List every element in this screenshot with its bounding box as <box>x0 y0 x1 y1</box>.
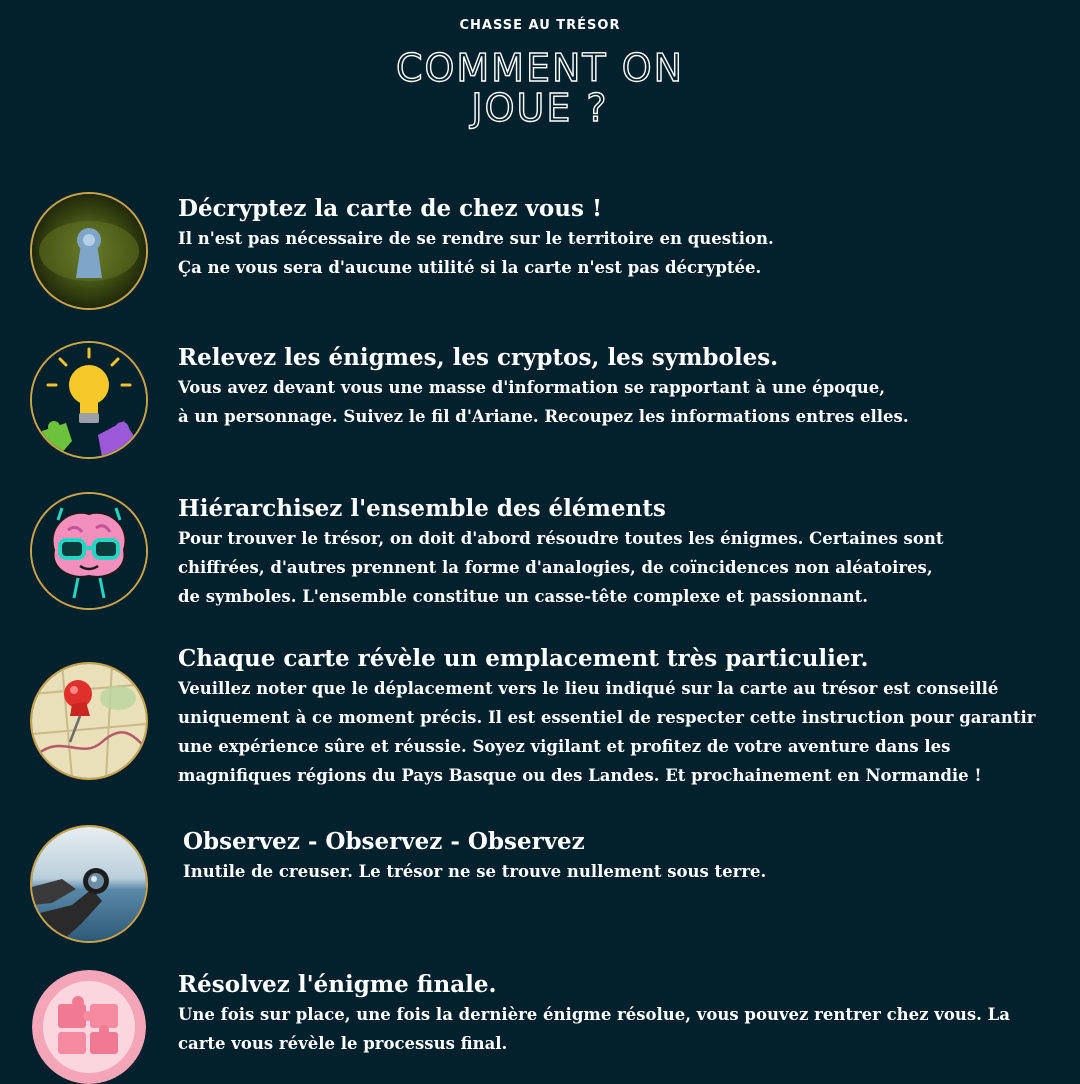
step-heading: Chaque carte révèle un emplacement très particulier. <box>178 645 869 672</box>
step-body: Veuillez noter que le déplacement vers le lieu indiqué sur la carte au trésor est conseillé uniquement à ce moment précis. Il est essentiel de respecter cette instruction pour garantir une expérience sûre et réussie. Soyez vigilant et profitez de votre aventure dans les magnifiques régions du Pays Basque ou des Landes. Et prochainement en Normandie ! <box>178 679 1036 785</box>
page-title <box>0 48 1080 128</box>
page-title-line-1: COMMENT ON <box>395 46 685 90</box>
brain-glasses-icon <box>32 494 146 608</box>
step-heading: Hiérarchisez l'ensemble des éléments <box>178 495 666 522</box>
step-body: Il n'est pas nécessaire de se rendre sur le territoire en question. Ça ne vous sera d'aucune utilité si la carte n'est pas décryptée. <box>178 229 774 277</box>
page-title-line-2: JOUE ? <box>471 86 609 130</box>
step-heading: Relevez les énigmes, les cryptos, les symboles. <box>178 344 779 371</box>
step-heading: Résolvez l'énigme finale. <box>178 971 497 998</box>
lightbulb-puzzle-icon <box>32 343 146 457</box>
puzzle-icon <box>32 970 146 1084</box>
kicker-label: CHASSE AU TRÉSOR <box>459 18 621 33</box>
step-body: Inutile de creuser. Le trésor ne se trouve nullement sous terre. <box>183 862 767 881</box>
step-heading: Observez - Observez - Observez <box>183 828 585 855</box>
step-heading: Décryptez la carte de chez vous ! <box>178 195 603 222</box>
keyhole-icon <box>32 194 146 308</box>
lens-icon <box>32 827 146 941</box>
step-body: Une fois sur place, une fois la dernière énigme résolue, vous pouvez rentrer chez vous. La carte vous révèle le processus final. <box>178 1005 1010 1053</box>
step-body: Pour trouver le trésor, on doit d'abord résoudre toutes les énigmes. Certaines sont chiffrées, d'autres prennent la forme d'analogies, de coïncidences non aléatoires, de symboles. L'ensemble constitue un casse-tête complexe et passionnant. <box>178 529 944 606</box>
map-pin-icon <box>32 664 146 778</box>
step-body: Vous avez devant vous une masse d'information se rapportant à une époque, à un personnage. Suivez le fil d'Ariane. Recoupez les informations entres elles. <box>178 378 909 426</box>
